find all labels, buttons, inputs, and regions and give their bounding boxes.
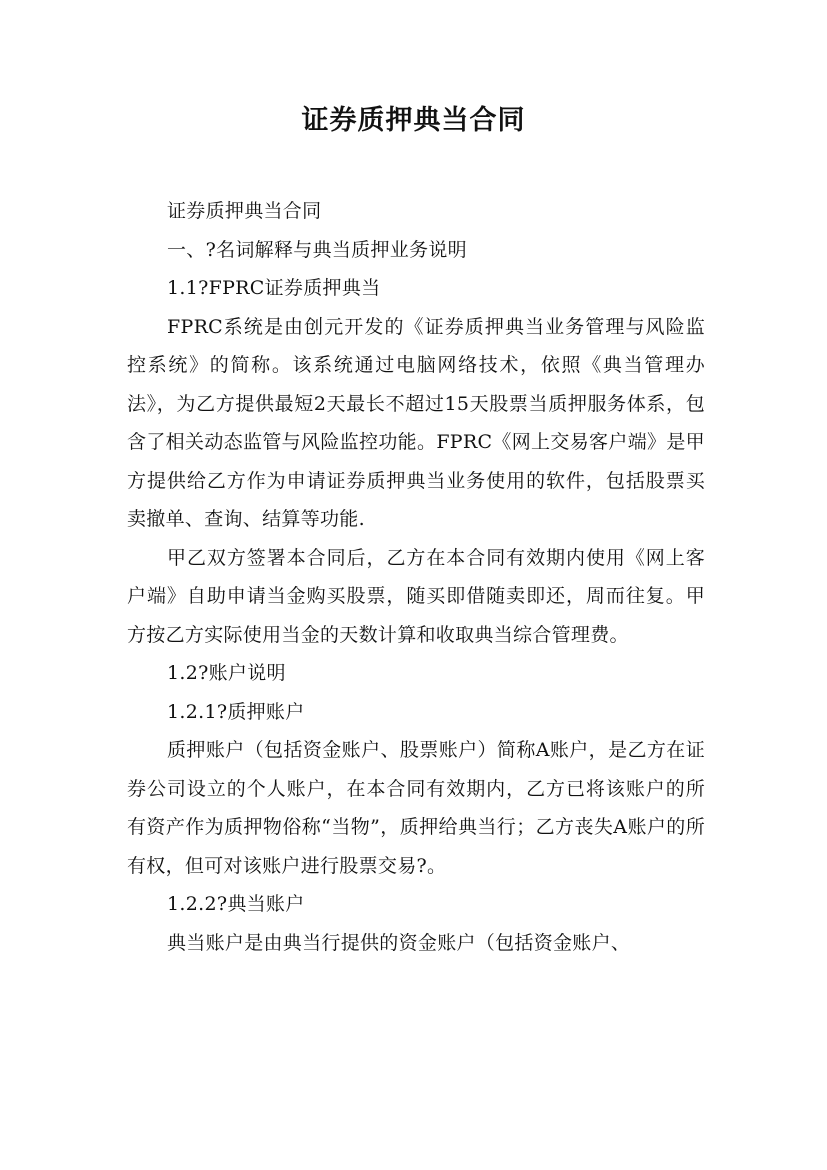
agreement-usage-paragraph: 甲乙双方签署本合同后，乙方在本合同有效期内使用《网上客户端》自助申请当金购买股票，随买即借随卖即还，周而往复。甲方按乙方实际使用当金的天数计算和收取典当综合管理费。 [127,546,705,646]
section-1-2-2-heading: 1.2.2?典当账户 [167,893,305,915]
section-1-2-heading: 1.2?账户说明 [167,662,286,684]
pawn-account-paragraph: 典当账户是由典当行提供的资金账户（包括资金账户、 [167,931,631,954]
fprc-description-paragraph: FPRC系统是由创元开发的《证券质押典当业务管理与风险监控系统》的简称。该系统通过电脑网络技术，依照《典当管理办法》，为乙方提供最短2天最长不超过15天股票当质押服务体系，包含了相关动态监管与风险监控功能。FPRC《网上交易客户端》是甲方提供给乙方作为申请证券质押典当业务使用的软件，包括股票买卖撤单、查询、结算等功能. [127,315,705,530]
paragraph-heading: 证券质押典当合同 [167,200,322,222]
section-1-1-heading: 1.1?FPRC证券质押典当 [167,277,381,299]
document-title: 证券质押典当合同 [301,105,526,136]
section-1-2-1-heading: 1.2.1?质押账户 [167,700,305,723]
section-1-heading: 一、?名词解释与典当质押业务说明 [167,238,467,261]
document-body [127,192,705,962]
pledge-account-paragraph: 质押账户（包括资金账户、股票账户）简称A账户，是乙方在证券公司设立的个人账户，在本合同有效期内，乙方已将该账户的所有资产作为质押物俗称“当物”，质押给典当行；乙方丧失A账户的所有权，但可对该账户进行股票交易?。 [127,739,705,877]
